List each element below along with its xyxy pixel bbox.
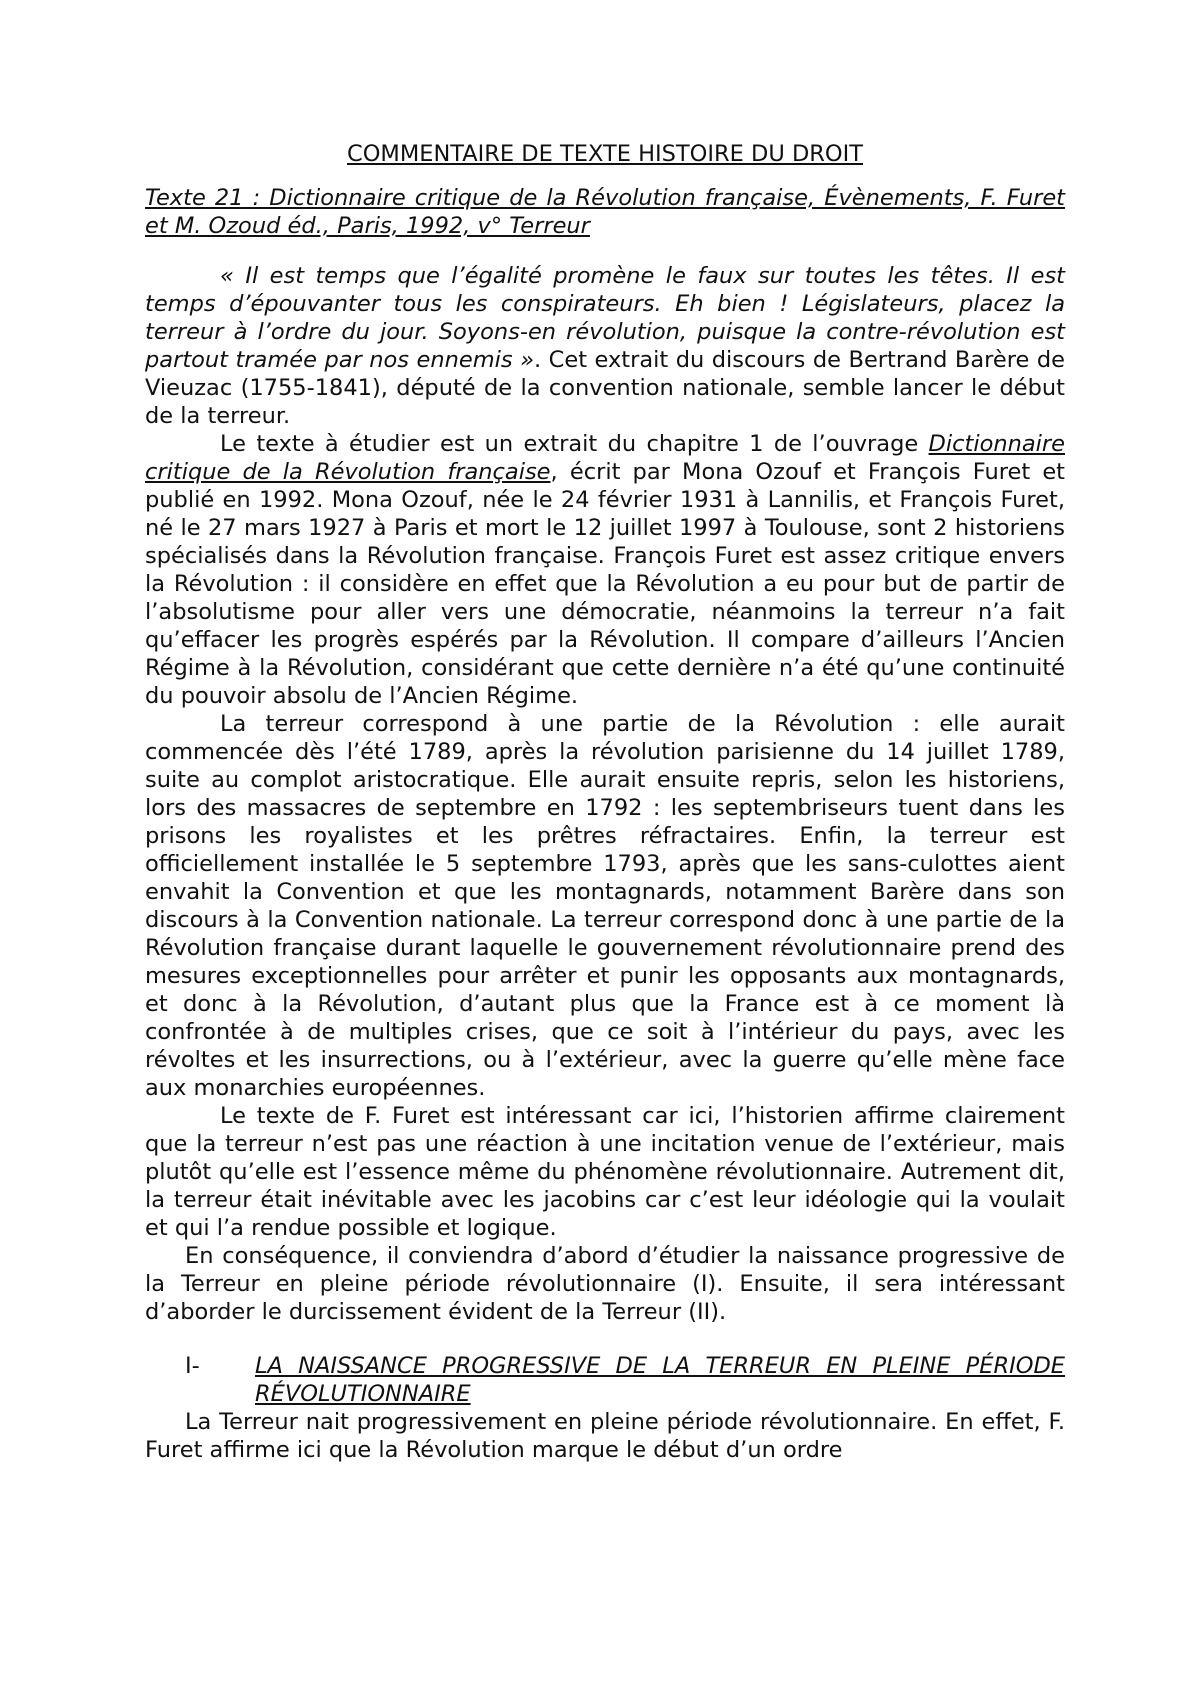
book-title: Dictionnaire critique de la Révolution française: [145, 431, 1065, 485]
section-heading-1: [145, 1352, 1065, 1408]
author-paragraph: [145, 430, 1065, 710]
interest-paragraph: Le texte de F. Furet est intéressant car ici, l’historien affirme clairement que la terreur n’est pas une réaction à une incitation venue de l’extérieur, mais plutôt qu’elle est l’essence même du phénomène révolutionnaire. Autrement dit, la terreur était inévitable avec les jacobins car c’est leur idéologie qui la voulait et qui l’a rendue possible et logique.: [145, 1103, 1065, 1241]
section-title: LA NAISSANCE PROGRESSIVE DE LA TERREUR EN PLEINE PÉRIODE RÉVOLUTIONNAIRE: [255, 1353, 1065, 1407]
author-paragraph-rest: , écrit par Mona Ozouf et François Furet et publié en 1992. Mona Ozouf, née le 24 février 1931 à Lannilis, et François Furet, né le 27 mars 1927 à Paris et mort le 12 juillet 1997 à Toulouse, sont 2 historiens spécialisés dans la Révolution française. François Furet est assez critique envers la Révolution : il considère en effet que la Révolution a eu pour but de partir de l’absolutisme pour aller vers une démocratie, néanmoins la terreur n’a fait qu’effacer les progrès espérés par la Révolution. Il compare d’ailleurs l’Ancien Régime à la Révolution, considérant que cette dernière n’a été qu’une continuité du pouvoir absolu de l’Ancien Régime.: [145, 459, 1066, 709]
section-paragraph: La Terreur nait progressivement en pleine période révolutionnaire. En effet, F. Furet affirme ici que la Révolution marque le début d’un ordre: [145, 1409, 1065, 1463]
text-reference: Texte 21 : Dictionnaire critique de la Révolution française, Évènements, F. Furet et M. Ozoud éd., Paris, 1992, v° Terreur: [145, 185, 1065, 239]
intro-paragraph-rest: . Cet extrait du discours de Bertrand Barère de Vieuzac (1755-1841), député de la convention nationale, semble lancer le début de la terreur.: [145, 347, 1065, 429]
document-title: COMMENTAIRE DE TEXTE HISTOIRE DU DROIT: [346, 141, 864, 167]
intro-paragraph: [145, 262, 1065, 430]
barere-quote: « Il est temps que l’égalité promène le faux sur toutes les têtes. Il est temps d’épouvanter tous les conspirateurs. Eh bien ! Législateurs, placez la terreur à l’ordre du jour. Soyons-en révolution, puisque la contre-révolution est partout tramée par nos ennemis »: [145, 263, 1065, 373]
author-paragraph-start: Le texte à étudier est un extrait du chapitre 1 de l’ouvrage: [220, 431, 929, 457]
document-page: [145, 140, 1065, 1464]
section-number: I-: [185, 1353, 200, 1379]
plan-paragraph: En conséquence, il conviendra d’abord d’étudier la naissance progressive de la Terreur en pleine période révolutionnaire (I). Ensuite, il sera intéressant d’aborder le durcissement évident de la Terreur (II).: [145, 1243, 1065, 1325]
context-paragraph: La terreur correspond à une partie de la Révolution : elle aurait commencée dès l’été 1789, après la révolution parisienne du 14 juillet 1789, suite au complot aristocratique. Elle aurait ensuite repris, selon les historiens, lors des massacres de septembre en 1792 : les septembriseurs tuent dans les prisons les royalistes et les prêtres réfractaires. Enfin, la terreur est officiellement installée le 5 septembre 1793, après que les sans-culottes aient envahit la Convention et que les montagnards, notamment Barère dans son discours à la Convention nationale. La terreur correspond donc à une partie de la Révolution française durant laquelle le gouvernement révolutionnaire prend des mesures exceptionnelles pour arrêter et punir les opposants aux montagnards, et donc à la Révolution, d’autant plus que la France est à ce moment là confrontée à de multiples crises, que ce soit à l’intérieur du pays, avec les révoltes et les insurrections, ou à l’extérieur, avec la guerre qu’elle mène face aux monarchies européennes.: [145, 711, 1065, 1101]
